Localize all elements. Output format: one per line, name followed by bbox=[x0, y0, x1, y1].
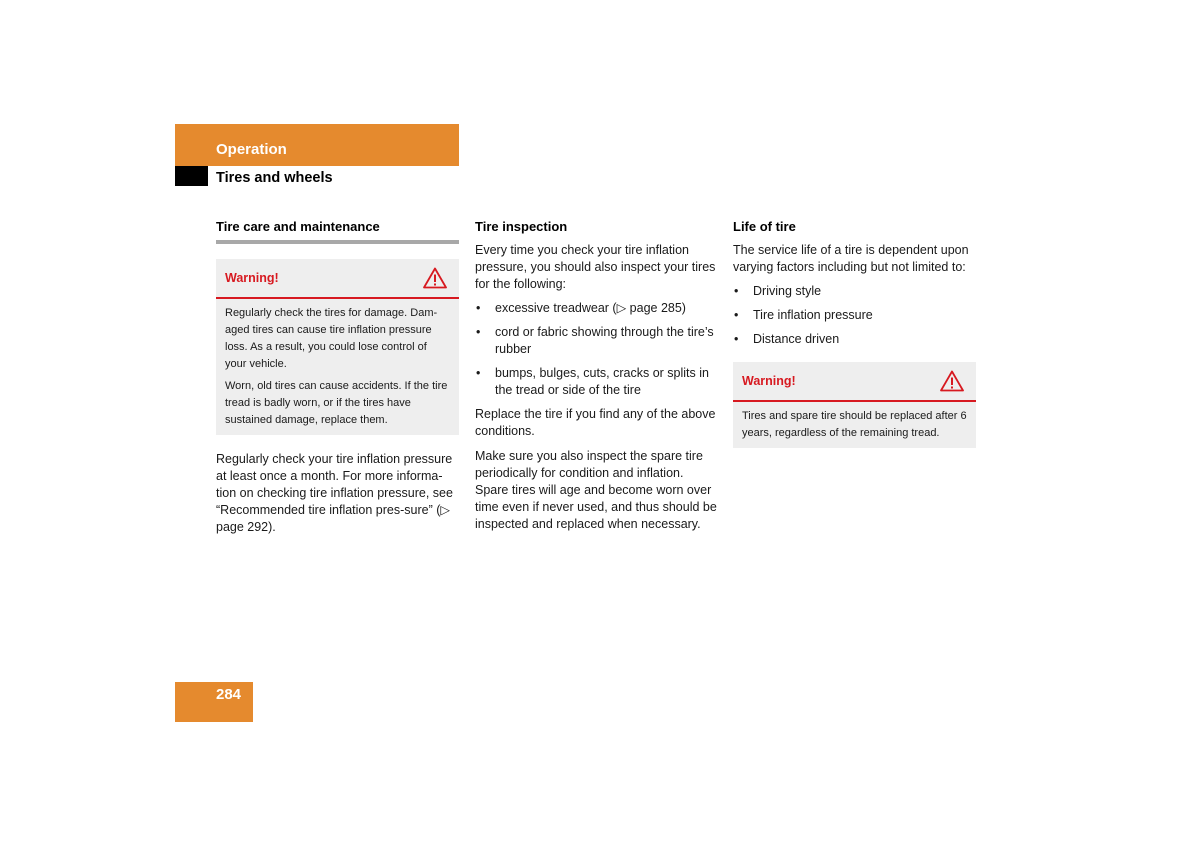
column-tire-care bbox=[216, 218, 459, 536]
warning-header bbox=[733, 362, 976, 402]
life-intro: The service life of a tire is dependent upon varying factors including but not limited to: bbox=[733, 243, 969, 274]
warning-triangle-icon bbox=[940, 370, 964, 392]
warning-triangle-icon bbox=[423, 267, 447, 289]
page-number-box bbox=[175, 682, 253, 722]
list-item: • Driving style bbox=[733, 283, 976, 300]
warning-text: Tires and spare tire should be replaced after 6 years, regardless of the remaining tread. bbox=[742, 410, 967, 439]
column-life-of-tire bbox=[733, 218, 976, 448]
list-item: • Tire inflation pressure bbox=[733, 307, 976, 324]
heading-tire-inspection: Tire inspection bbox=[475, 219, 568, 234]
warning-text: Regularly check the tires for damage. Dam-aged tires can cause tire inflation pressure loss. As a result, you could lose control of your vehicle. bbox=[225, 307, 438, 370]
heading-tire-care: Tire care and maintenance bbox=[216, 218, 459, 244]
inspection-intro: Every time you check your tire inflation pressure, you should also inspect your tires for the following: bbox=[475, 243, 716, 291]
page-number: 284 bbox=[216, 686, 242, 703]
warning-label: Warning! bbox=[742, 374, 796, 388]
replace-tire-paragraph: Replace the tire if you find any of the above conditions. bbox=[475, 407, 716, 438]
warning-header bbox=[216, 259, 459, 299]
list-item: • excessive treadwear (▷ page 285) bbox=[475, 300, 717, 317]
warning-body bbox=[733, 402, 976, 448]
inspection-list bbox=[475, 300, 717, 399]
warning-text: Worn, old tires can cause accidents. If the tire tread is badly worn, or if the tires have sustained damage, replace them. bbox=[225, 380, 448, 426]
list-item: • Distance driven bbox=[733, 331, 976, 348]
heading-life-of-tire: Life of tire bbox=[733, 219, 796, 234]
inflation-check-paragraph: Regularly check your tire inflation pressure at least once a month. For more informa-tion on checking tire inflation pressure, see “Recommended tire inflation pres-sure” (▷ page 292). bbox=[216, 452, 453, 534]
spare-tire-paragraph: Make sure you also inspect the spare tire periodically for condition and inflation. Spare tires will age and become worn over time even if never used, and thus should be inspected and replaced when necessary. bbox=[475, 449, 717, 531]
subsection-title: Tires and wheels bbox=[216, 170, 333, 186]
warning-body bbox=[216, 299, 459, 435]
list-item: • cord or fabric showing through the tire’s rubber bbox=[475, 324, 717, 358]
list-item: • bumps, bulges, cuts, cracks or splits in the tread or side of the tire bbox=[475, 365, 717, 399]
warning-box-tire-age bbox=[733, 362, 976, 448]
warning-label: Warning! bbox=[225, 271, 279, 285]
warning-box-tire-damage bbox=[216, 259, 459, 435]
section-tab-marker bbox=[175, 166, 208, 186]
column-tire-inspection bbox=[475, 218, 717, 533]
life-factors-list bbox=[733, 283, 976, 348]
section-title: Operation bbox=[216, 141, 287, 158]
